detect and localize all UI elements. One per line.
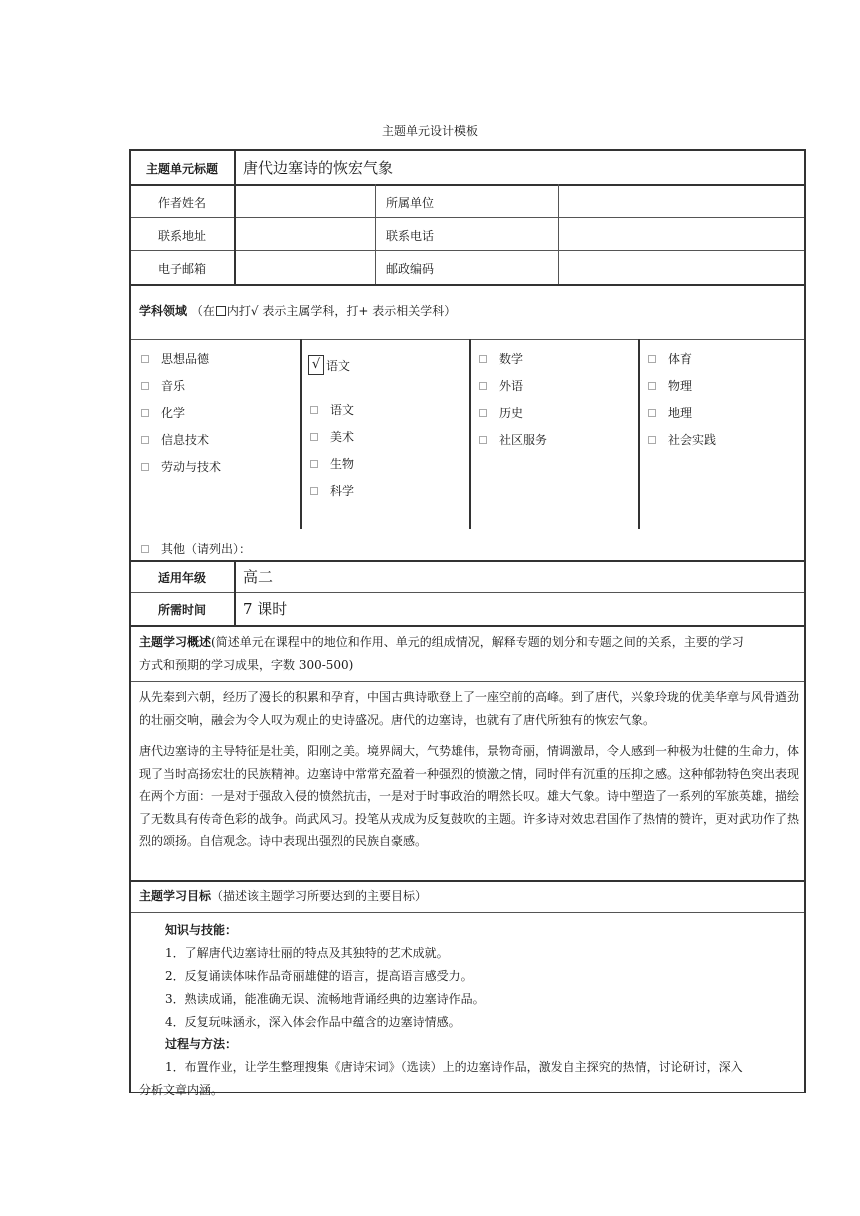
col-divider <box>638 339 640 529</box>
checkbox-icon <box>216 306 226 316</box>
subject-option[interactable]: 化学 <box>141 404 185 421</box>
checkbox-icon <box>141 409 149 417</box>
row-divider <box>131 184 804 186</box>
overview-desc-line2: 方式和预期的学习成果，字数 300-500) <box>139 658 354 672</box>
checkbox-icon <box>648 382 656 390</box>
knowledge-heading: 知识与技能： <box>165 923 238 937</box>
subject-option[interactable]: 思想品德 <box>141 350 209 367</box>
goals-heading: 主题学习目标 <box>139 889 212 903</box>
subject-option[interactable]: 信息技术 <box>141 431 209 448</box>
postcode-label: 邮政编码 <box>386 262 435 276</box>
knowledge-item: 3．熟读成诵，能准确无误、流畅地背诵经典的边塞诗作品。 <box>165 992 485 1006</box>
checkmark-icon: √ <box>308 355 324 375</box>
theme-title-label: 主题单元标题 <box>145 162 218 176</box>
process-heading: 过程与方法： <box>165 1037 238 1051</box>
theme-title-value: 唐代边塞诗的恢宏气象 <box>243 159 394 177</box>
email-label: 电子邮箱 <box>157 262 206 276</box>
checkbox-icon <box>479 382 487 390</box>
subject-option[interactable]: 历史 <box>479 404 523 421</box>
col-divider <box>234 560 236 625</box>
overview-heading-line1 <box>139 635 744 649</box>
subject-option-checked[interactable]: √ 语文 <box>308 355 350 375</box>
subject-option[interactable]: 音乐 <box>141 377 185 394</box>
subject-hint-after: 内打√ 表示主属学科，打+ 表示相关学科） <box>226 304 457 318</box>
row-divider <box>131 880 804 882</box>
subject-option[interactable]: 科学 <box>310 482 354 499</box>
goals-heading-line <box>139 889 427 903</box>
checkbox-icon <box>141 545 149 553</box>
checkbox-icon <box>648 436 656 444</box>
time-value: 7 课时 <box>243 600 288 618</box>
subject-option[interactable]: 数学 <box>479 350 523 367</box>
row-divider <box>131 592 804 593</box>
row-divider <box>131 625 804 627</box>
process-item-continued: 分析文章内涵。 <box>139 1083 224 1097</box>
knowledge-item: 2．反复诵读体味作品奇丽雄健的语言，提高语言感受力。 <box>165 969 473 983</box>
subject-option[interactable]: 美术 <box>310 428 354 445</box>
col-divider <box>300 339 302 529</box>
subject-option[interactable]: 语文 <box>310 401 354 418</box>
subject-option[interactable]: 地理 <box>648 404 692 421</box>
subject-option[interactable]: 体育 <box>648 350 692 367</box>
overview-heading: 主题学习概述 <box>139 635 212 649</box>
checkbox-icon <box>310 487 318 495</box>
overview-paragraph-1: 从先秦到六朝，经历了漫长的积累和孕育，中国古典诗歌登上了一座空前的高峰。到了唐代，兴象玲珑的优美华章与风骨遒劲的壮丽交响，融会为令人叹为观止的史诗盛况。唐代的边塞诗，也就有了唐代所独有的恢宏气象。 <box>139 690 800 727</box>
design-template-table <box>129 149 806 1097</box>
checkbox-icon <box>310 433 318 441</box>
checkbox-icon <box>648 355 656 363</box>
row-divider <box>131 681 804 682</box>
subject-hint-before: （在 <box>190 304 215 318</box>
col-divider <box>234 151 236 284</box>
row-divider <box>131 284 804 286</box>
checkbox-icon <box>141 355 149 363</box>
knowledge-item: 4．反复玩味涵永，深入体会作品中蕴含的边塞诗情感。 <box>165 1015 461 1029</box>
document-title: 主题单元设计模板 <box>381 124 478 138</box>
checkbox-icon <box>479 436 487 444</box>
goals-desc: （描述该主题学习所要达到的主要目标） <box>211 889 428 903</box>
author-label: 作者姓名 <box>157 196 206 210</box>
subject-heading: 学科领域 <box>139 304 188 318</box>
subject-option[interactable]: 社区服务 <box>479 431 547 448</box>
overview-desc: (简述单元在课程中的地位和作用、单元的组成情况，解释专题的划分和专题之间的关系，主要的学习 <box>211 635 744 649</box>
checkbox-icon <box>141 436 149 444</box>
subject-other[interactable]: 其他（请列出）： <box>141 540 251 557</box>
grade-value: 高二 <box>243 568 274 586</box>
phone-label: 联系电话 <box>386 229 435 243</box>
process-item: 1．布置作业，让学生整理搜集《唐诗宋词》（选读）上的边塞诗作品，激发自主探究的热情，讨论研讨，深入 <box>165 1060 743 1074</box>
subject-option[interactable]: 物理 <box>648 377 692 394</box>
checkbox-icon <box>648 409 656 417</box>
row-divider <box>131 339 804 340</box>
checkbox-icon <box>141 382 149 390</box>
subject-option[interactable]: 外语 <box>479 377 523 394</box>
subject-option[interactable]: 社会实践 <box>648 431 716 448</box>
checkbox-icon <box>479 409 487 417</box>
unit-label: 所属单位 <box>386 196 435 210</box>
time-label: 所需时间 <box>157 603 206 617</box>
overview-paragraph-2: 唐代边塞诗的主导特征是壮美，阳刚之美。境界阔大，气势雄伟，景物奇丽，情调激昂，令人感到一种极为壮健的生命力，体现了当时高扬宏壮的民族精神。边塞诗中常常充盈着一种强烈的愤激之情，同时伴有沉重的压抑之感。这种郁勃特色突出表现在两个方面：一是对于强敌入侵的愤然抗击，一是对于时事政治的喟然长叹。雄大气象。诗中塑造了一系列的军旅英雄，描绘了无数具有传奇色彩的战争。尚武风习。投笔从戎成为反复鼓吹的主题。许多诗对效忠君国作了热情的赞许，更对武功作了热烈的颂扬。自信观念。诗中表现出强烈的民族自豪感。 <box>139 744 800 848</box>
row-divider <box>131 217 804 218</box>
knowledge-item: 1．了解唐代边塞诗壮丽的特点及其独特的艺术成就。 <box>165 946 449 960</box>
address-label: 联系地址 <box>157 229 206 243</box>
subject-heading-line <box>139 304 456 318</box>
row-divider <box>131 250 804 251</box>
checkbox-icon <box>310 406 318 414</box>
col-divider <box>469 339 471 529</box>
checkbox-icon <box>479 355 487 363</box>
subject-option[interactable]: 生物 <box>310 455 354 472</box>
checkbox-icon <box>141 463 149 471</box>
checkbox-icon <box>310 460 318 468</box>
grade-label: 适用年级 <box>157 571 206 585</box>
subject-option[interactable]: 劳动与技术 <box>141 458 221 475</box>
col-divider <box>558 184 559 284</box>
row-divider <box>131 560 804 562</box>
col-divider <box>375 184 376 284</box>
row-divider <box>131 912 804 913</box>
